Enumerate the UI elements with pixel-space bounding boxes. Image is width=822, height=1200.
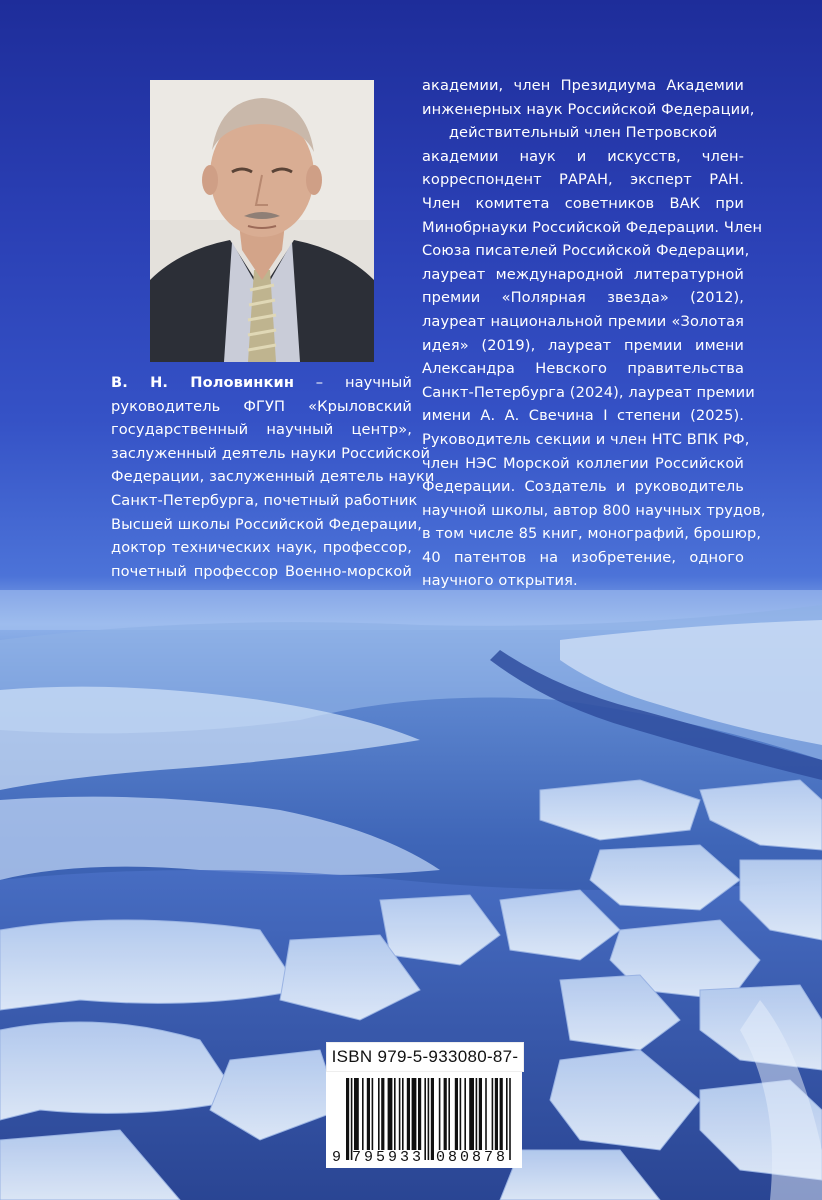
- barcode-bar: [439, 1078, 441, 1150]
- bio-left-line: почетный профессор Военно-морской: [111, 562, 412, 580]
- bio-right-line: имени А. А. Свечина I степени (2025).: [422, 407, 744, 425]
- bio-right-line: премии «Полярная звезда» (2012),: [422, 289, 744, 307]
- barcode-bar: [479, 1078, 482, 1150]
- barcode-bar: [509, 1078, 511, 1160]
- barcode-bar: [378, 1078, 380, 1150]
- barcode-bar: [485, 1078, 487, 1150]
- barcode-bar: [424, 1078, 426, 1160]
- bio-right-line: в том числе 85 книг, монографий, брошюр,: [422, 525, 762, 543]
- bio-right-line: Член комитета советников ВАК при: [422, 194, 744, 212]
- author-photo-image: [150, 80, 374, 362]
- bio-left-line-0: [111, 371, 412, 395]
- author-portrait: [150, 80, 374, 362]
- bio-right-line: 40 патентов на изобретение, одного: [422, 548, 744, 566]
- barcode-digit-lead: 9: [332, 1149, 345, 1166]
- bio-left-line: Федерации, заслуженный деятель науки: [111, 468, 435, 486]
- barcode-digits-left: 795933: [352, 1149, 425, 1166]
- barcode-bar: [351, 1078, 353, 1160]
- bio-right-line: академии, член Президиума Академии: [422, 77, 744, 94]
- author-bio-right-column: [422, 74, 766, 593]
- barcode-bar: [444, 1078, 447, 1150]
- barcode-digits-right: 080878: [436, 1149, 509, 1166]
- bio-left-first-line-rest: – научный: [294, 374, 412, 391]
- bio-right-line: лауреат национальной премии «Золотая: [422, 312, 744, 330]
- bio-left-line: заслуженный деятель науки Российской: [111, 444, 431, 462]
- bio-left-line: Санкт-Петербурга, почетный работник: [111, 491, 418, 509]
- author-name: В. Н. Половинкин: [111, 374, 295, 391]
- barcode-bar: [362, 1078, 364, 1150]
- bio-left-line: руководитель ФГУП «Крыловский: [111, 397, 412, 415]
- barcode-bar: [506, 1078, 508, 1150]
- barcode-bar: [460, 1078, 462, 1150]
- bio-left-line: Высшей школы Российской Федерации,: [111, 515, 422, 533]
- bio-left-line: доктор технических наук, профессор,: [111, 539, 412, 557]
- bio-right-line: Александра Невского правительства: [422, 360, 744, 378]
- bio-right-line: корреспондент РАРАН, эксперт РАН.: [422, 171, 744, 189]
- barcode-bar: [372, 1078, 374, 1150]
- bio-right-line: инженерных наук Российской Федерации,: [422, 100, 755, 118]
- barcode-bar: [455, 1078, 458, 1150]
- bio-right-line: научной школы, автор 800 научных трудов,: [422, 501, 766, 519]
- barcode-bar: [469, 1078, 474, 1150]
- barcode-bar: [412, 1078, 417, 1150]
- barcode-bar: [428, 1078, 430, 1160]
- bio-right-line: Руководитель секции и член НТС ВПК РФ,: [422, 430, 750, 448]
- barcode-bar: [346, 1078, 349, 1160]
- isbn-barcode: [326, 1072, 522, 1168]
- bio-right-line: Союза писателей Российской Федерации,: [422, 242, 750, 260]
- bio-right-line: Санкт-Петербурга (2024), лауреат премии: [422, 383, 755, 401]
- bio-right-line: член НЭС Морской коллегии Российской: [422, 454, 744, 472]
- bio-right-line: лауреат международной литературной: [422, 265, 744, 283]
- barcode-bar: [354, 1078, 359, 1150]
- barcode-bar: [407, 1078, 410, 1150]
- bio-left-line: государственный научный центр»,: [111, 421, 412, 439]
- barcode-bar: [402, 1078, 404, 1150]
- bio-right-line: Федерации. Создатель и руководитель: [422, 478, 744, 496]
- barcode-bar: [431, 1078, 434, 1160]
- barcode-bar: [464, 1078, 466, 1150]
- barcode-bar: [500, 1078, 503, 1150]
- barcode-bar: [388, 1078, 393, 1150]
- author-bio-left-column: [111, 371, 435, 583]
- bio-right-line: академии наук и искусств, член-: [422, 147, 744, 165]
- barcode-bar: [476, 1078, 478, 1150]
- bio-right-line: Минобрнауки Российской Федерации. Член: [422, 218, 763, 236]
- barcode-bar: [394, 1078, 396, 1150]
- barcode-bar: [495, 1078, 498, 1150]
- barcode-bar: [367, 1078, 370, 1150]
- barcode-bar: [418, 1078, 421, 1150]
- bio-right-line: действительный член Петровской: [448, 124, 718, 142]
- barcode-bar: [492, 1078, 494, 1150]
- barcode-bar: [448, 1078, 450, 1150]
- isbn-label: ISBN 979-5-933080-87-: [326, 1042, 524, 1072]
- barcode-bar: [381, 1078, 384, 1150]
- bio-right-line: идея» (2019), лауреат премии имени: [422, 336, 744, 354]
- barcode-bar: [399, 1078, 401, 1150]
- bio-right-line: научного открытия.: [422, 572, 578, 590]
